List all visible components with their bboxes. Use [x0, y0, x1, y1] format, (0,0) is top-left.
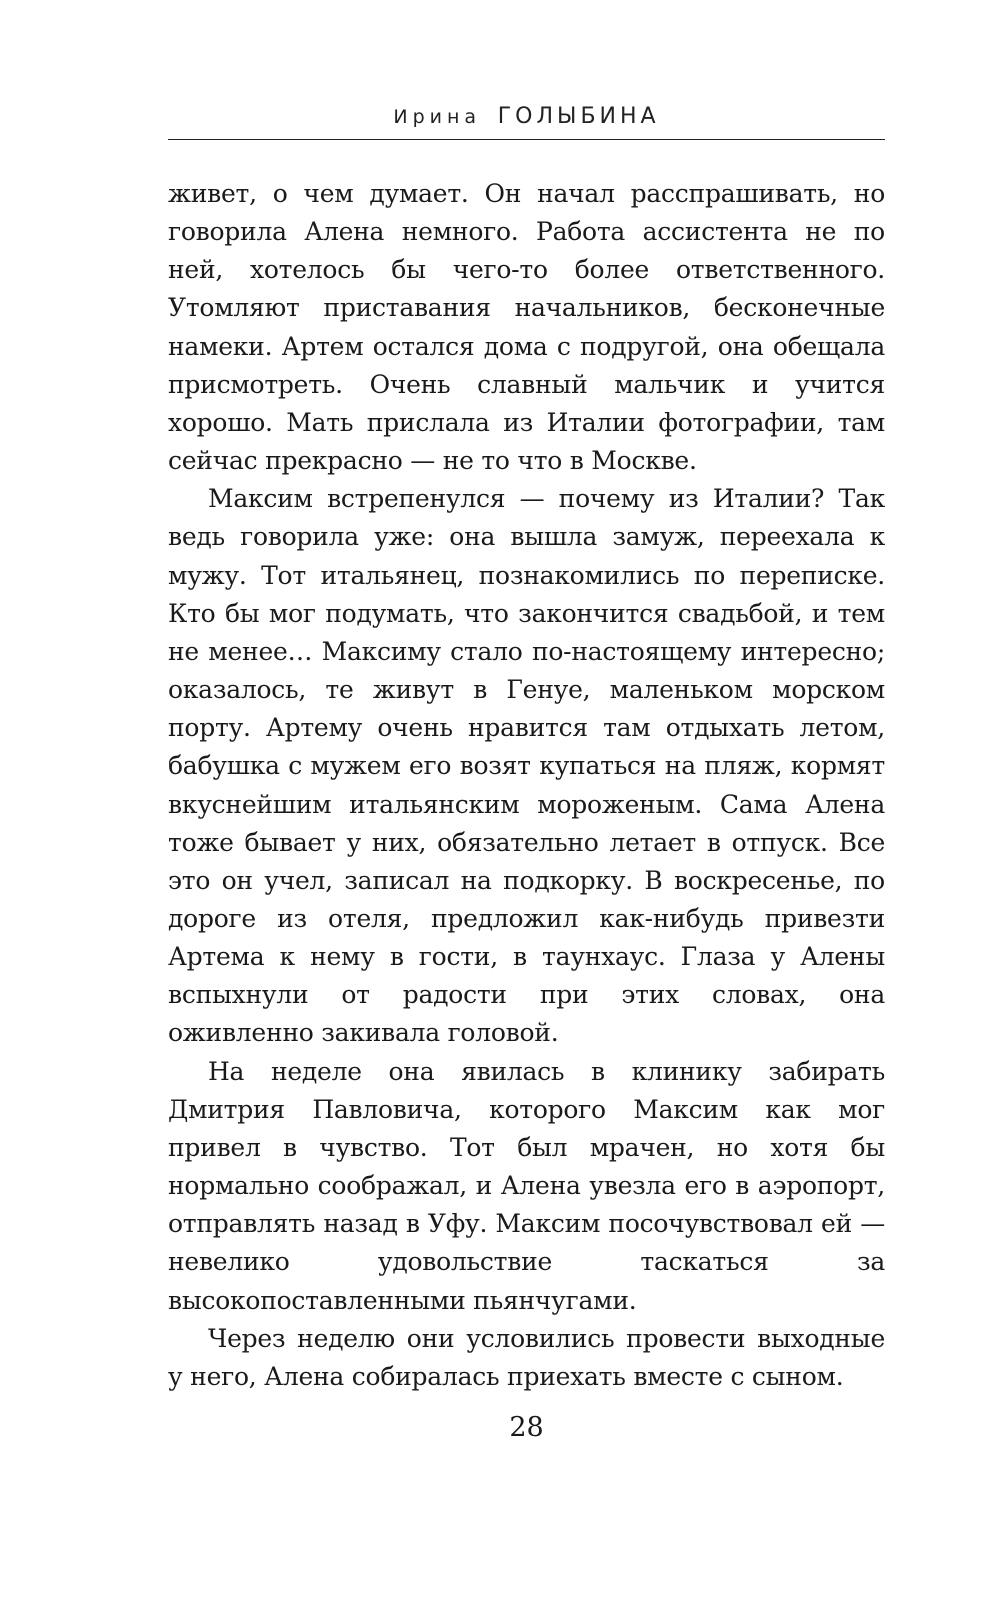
paragraph-4: Через неделю они условились провести выходные у него, Алена собиралась приехать вместе с сыном. [168, 1323, 885, 1391]
body-text [168, 175, 885, 1396]
paragraph-2: Максим встрепенулся — почему из Италии? Так ведь говорила уже: она вышла замуж, переехала к мужу. Тот итальянец, познакомились по переписке. Кто бы мог подумать, что закончится свадьбой, и тем не менее… Максиму стало по-настоящему интересно; оказалось, те живут в Генуе, маленьком морском порту. Артему очень нравится там отдыхать летом, бабушка с мужем его возят купаться на пляж, кормят вкуснейшим итальянским мороженым. Сама Алена тоже бывает у них, обязательно летает в отпуск. Все это он учел, записал на подкорку. В воскресенье, по дороге из отеля, предложил как-нибудь привезти Артема к нему в гости, в таунхаус. Глаза у Алены вспыхнули от радости при этих словах, она оживленно закивала головой. [168, 484, 885, 1048]
paragraph-3: На неделе она явилась в клинику забирать Дмитрия Павловича, которого Максим как мог привел в чувство. Тот был мрачен, но хотя бы нормально соображал, и Алена увезла его в аэропорт, отправлять назад в Уфу. Максим посочувствовал ей — невелико удовольствие таскаться за высокопоставленными пьянчугами. [168, 1056, 885, 1315]
header-rule [168, 139, 885, 140]
author-last-name: ГОЛЫБИНА [497, 104, 660, 129]
page-number: 28 [509, 1412, 544, 1443]
running-head [168, 104, 885, 129]
paragraph-1: живет, о чем думает. Он начал расспрашивать, но говорила Алена немного. Работа ассистента не по ней, хотелось бы чего-то более ответственного. Утомляют приставания начальников, бесконечные намеки. Артем остался дома с подругой, она обещала присмотреть. Очень славный мальчик и учится хорошо. Мать прислала из Италии фотографии, там сейчас прекрасно — не то что в Москве. [168, 179, 885, 476]
author-first-name: Ирина [393, 106, 482, 128]
